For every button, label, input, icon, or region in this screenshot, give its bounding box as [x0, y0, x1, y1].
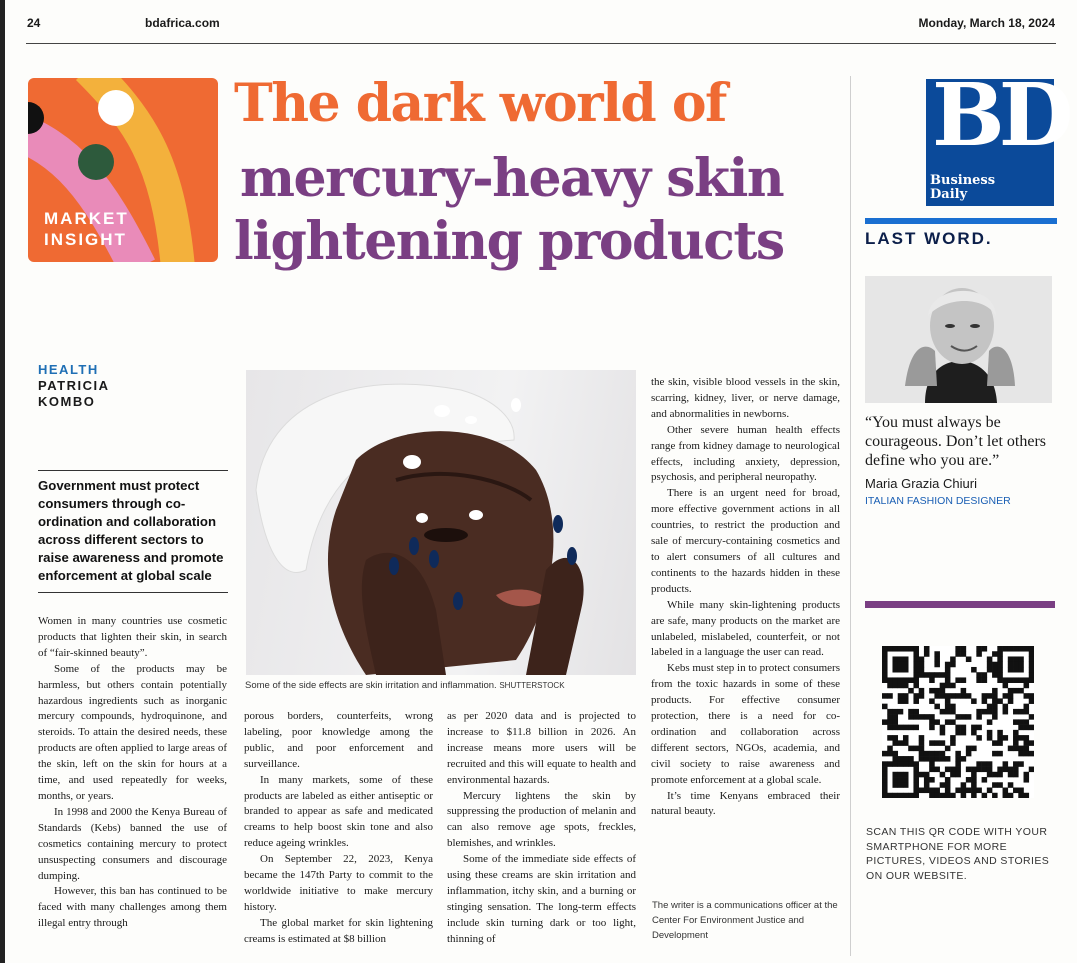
- site-url[interactable]: bdafrica.com: [145, 16, 220, 30]
- paragraph: On September 22, 2023, Kenya became the 147th Party to commit to the worldwide initiative to make mercury history.: [244, 853, 433, 913]
- qr-instructions: SCAN THIS QR CODE WITH YOUR SMARTPHONE FOR MORE PICTURES, VIDEOS AND STORIES ON OUR WEBSITE.: [866, 826, 1050, 882]
- tile-line-2: INSIGHT: [44, 230, 127, 249]
- quote-author: Maria Grazia Chiuri: [865, 476, 977, 491]
- paragraph: There is an urgent need for broad, more effective government actions in all countries, to restrict the production and sale of mercury-containing cosmetics and to alert consumers of all cultures and continents to the hazards hidden in these products.: [651, 487, 840, 595]
- article-column-4: [651, 375, 840, 820]
- logo-letters: BD: [932, 65, 1068, 166]
- issue-date: Monday, March 18, 2024: [918, 16, 1055, 30]
- paragraph: In 1998 and 2000 the Kenya Bureau of Standards (Kebs) banned the use of cosmetics containing mercury to protect unsuspecting consumers and discourage dumping.: [38, 805, 227, 882]
- author-note: The writer is a communications officer at the Center For Environment Justice and Development: [652, 900, 838, 941]
- article-photo: [246, 370, 636, 675]
- sidebar-quote: “You must always be courageous. Don’t let others define who you are.”: [865, 414, 1046, 469]
- paragraph: However, this ban has continued to be faced with many challenges among them illegal entry through: [38, 885, 227, 930]
- header-divider: [26, 43, 1056, 44]
- business-daily-logo: [926, 65, 1068, 206]
- paragraph: It’s time Kenyans embraced their natural beauty.: [651, 789, 840, 818]
- section-label: HEALTH: [38, 362, 99, 377]
- paragraph: Kebs must step in to protect consumers from the toxic hazards in some of these products. For effective consumer protection, there is a need for co-ordination and collaboration across different sectors, NGOs, academia, and civil society to raise awareness and promote enforcement at a global scale.: [651, 662, 840, 786]
- last-word-heading: LAST WORD.: [865, 229, 993, 248]
- headline-line-3: lightening products: [234, 211, 784, 272]
- paragraph: Mercury lightens the skin by suppressing the production of melanin and can also remove age spots, freckles, blemishes, and wrinkles.: [447, 789, 636, 850]
- woman-face-illustration: [246, 370, 636, 675]
- qr-code[interactable]: [882, 646, 1034, 798]
- quote-author-role: ITALIAN FASHION DESIGNER: [865, 495, 1011, 507]
- logo-line-2: Daily: [930, 187, 968, 202]
- portrait-illustration: [865, 276, 1052, 403]
- author-first-name: PATRICIA: [38, 378, 110, 393]
- paragraph: porous borders, counterfeits, wrong labeling, poor knowledge among the public, and poor enforcement and surveillance.: [244, 710, 433, 770]
- sidebar-divider: [850, 76, 851, 956]
- article-column-1: [38, 614, 227, 932]
- article-column-2: [244, 709, 433, 948]
- page-edge: [0, 0, 5, 963]
- paragraph: Women in many countries use cosmetic products that lighten their skin, in search of “fair-skinned beauty”.: [38, 615, 227, 659]
- paragraph: While many skin-lightening products are safe, many products on the market are unlabeled, mislabeled, counterfeit, or not labeled in a language the user can read.: [651, 598, 840, 659]
- sidebar-purple-rule: [865, 601, 1055, 608]
- headline-line-1: The dark world of: [234, 73, 726, 134]
- photo-caption-text: Some of the side effects are skin irritation and inflammation.: [245, 680, 497, 691]
- paragraph: The global market for skin lightening creams is estimated at $8 billion: [244, 916, 433, 945]
- article-column-3: [447, 709, 636, 948]
- page-number: 24: [27, 16, 41, 30]
- logo-line-1: Business: [930, 173, 996, 188]
- photo-caption: [245, 680, 565, 691]
- market-insight-label: [44, 208, 129, 250]
- pull-quote: Government must protect consumers through co-ordination and collaboration across different sectors to raise awareness and promote enforcement at global scale: [38, 478, 224, 583]
- paragraph: the skin, visible blood vessels in the skin, scarring, kidney, liver, or nerve damage, and abnormalities in newborns.: [651, 376, 840, 420]
- pull-quote-bottom-rule: [38, 592, 228, 593]
- paragraph: Some of the immediate side effects of using these creams are skin irritation and inflammation, itchy skin, and a burning or stinging sensation. The long-term effects include skin turning dark or too light, thinning of: [447, 853, 636, 945]
- tile-line-1: MARKET: [44, 209, 129, 228]
- paragraph: as per 2020 data and is projected to increase to $11.8 billion in 2026. An increase means more users will be recruited and this will equate to health and environmental hazards.: [447, 710, 636, 786]
- last-word-bar: [865, 218, 1057, 224]
- author-last-name: KOMBO: [38, 394, 96, 409]
- photo-credit: SHUTTERSTOCK: [499, 681, 565, 690]
- headline-line-2: mercury-heavy skin: [240, 148, 784, 209]
- paragraph: Some of the products may be harmless, but others contain potentially hazardous ingredients such as inorganic mercury compounds, hydroquinone, and steroids. To attain the desired needs, these products are often applied to large areas of the skin, left on the skin for hours at a time, and used repeatedly for weeks, months, or years.: [38, 662, 227, 802]
- paragraph: Other severe human health effects range from kidney damage to neurological effects, including anxiety, depression, psychosis, and peripheral neuropathy.: [651, 423, 840, 484]
- logo-wordmark: [930, 174, 995, 202]
- portrait-photo: [865, 276, 1052, 403]
- qr-code-graphic: [882, 646, 1034, 798]
- paragraph: In many markets, some of these products are labeled as either antiseptic or branded to appear as safe and medicated creams to help boost skin tone and also reduce ageing wrinkles.: [244, 773, 433, 850]
- pull-quote-top-rule: [38, 470, 228, 471]
